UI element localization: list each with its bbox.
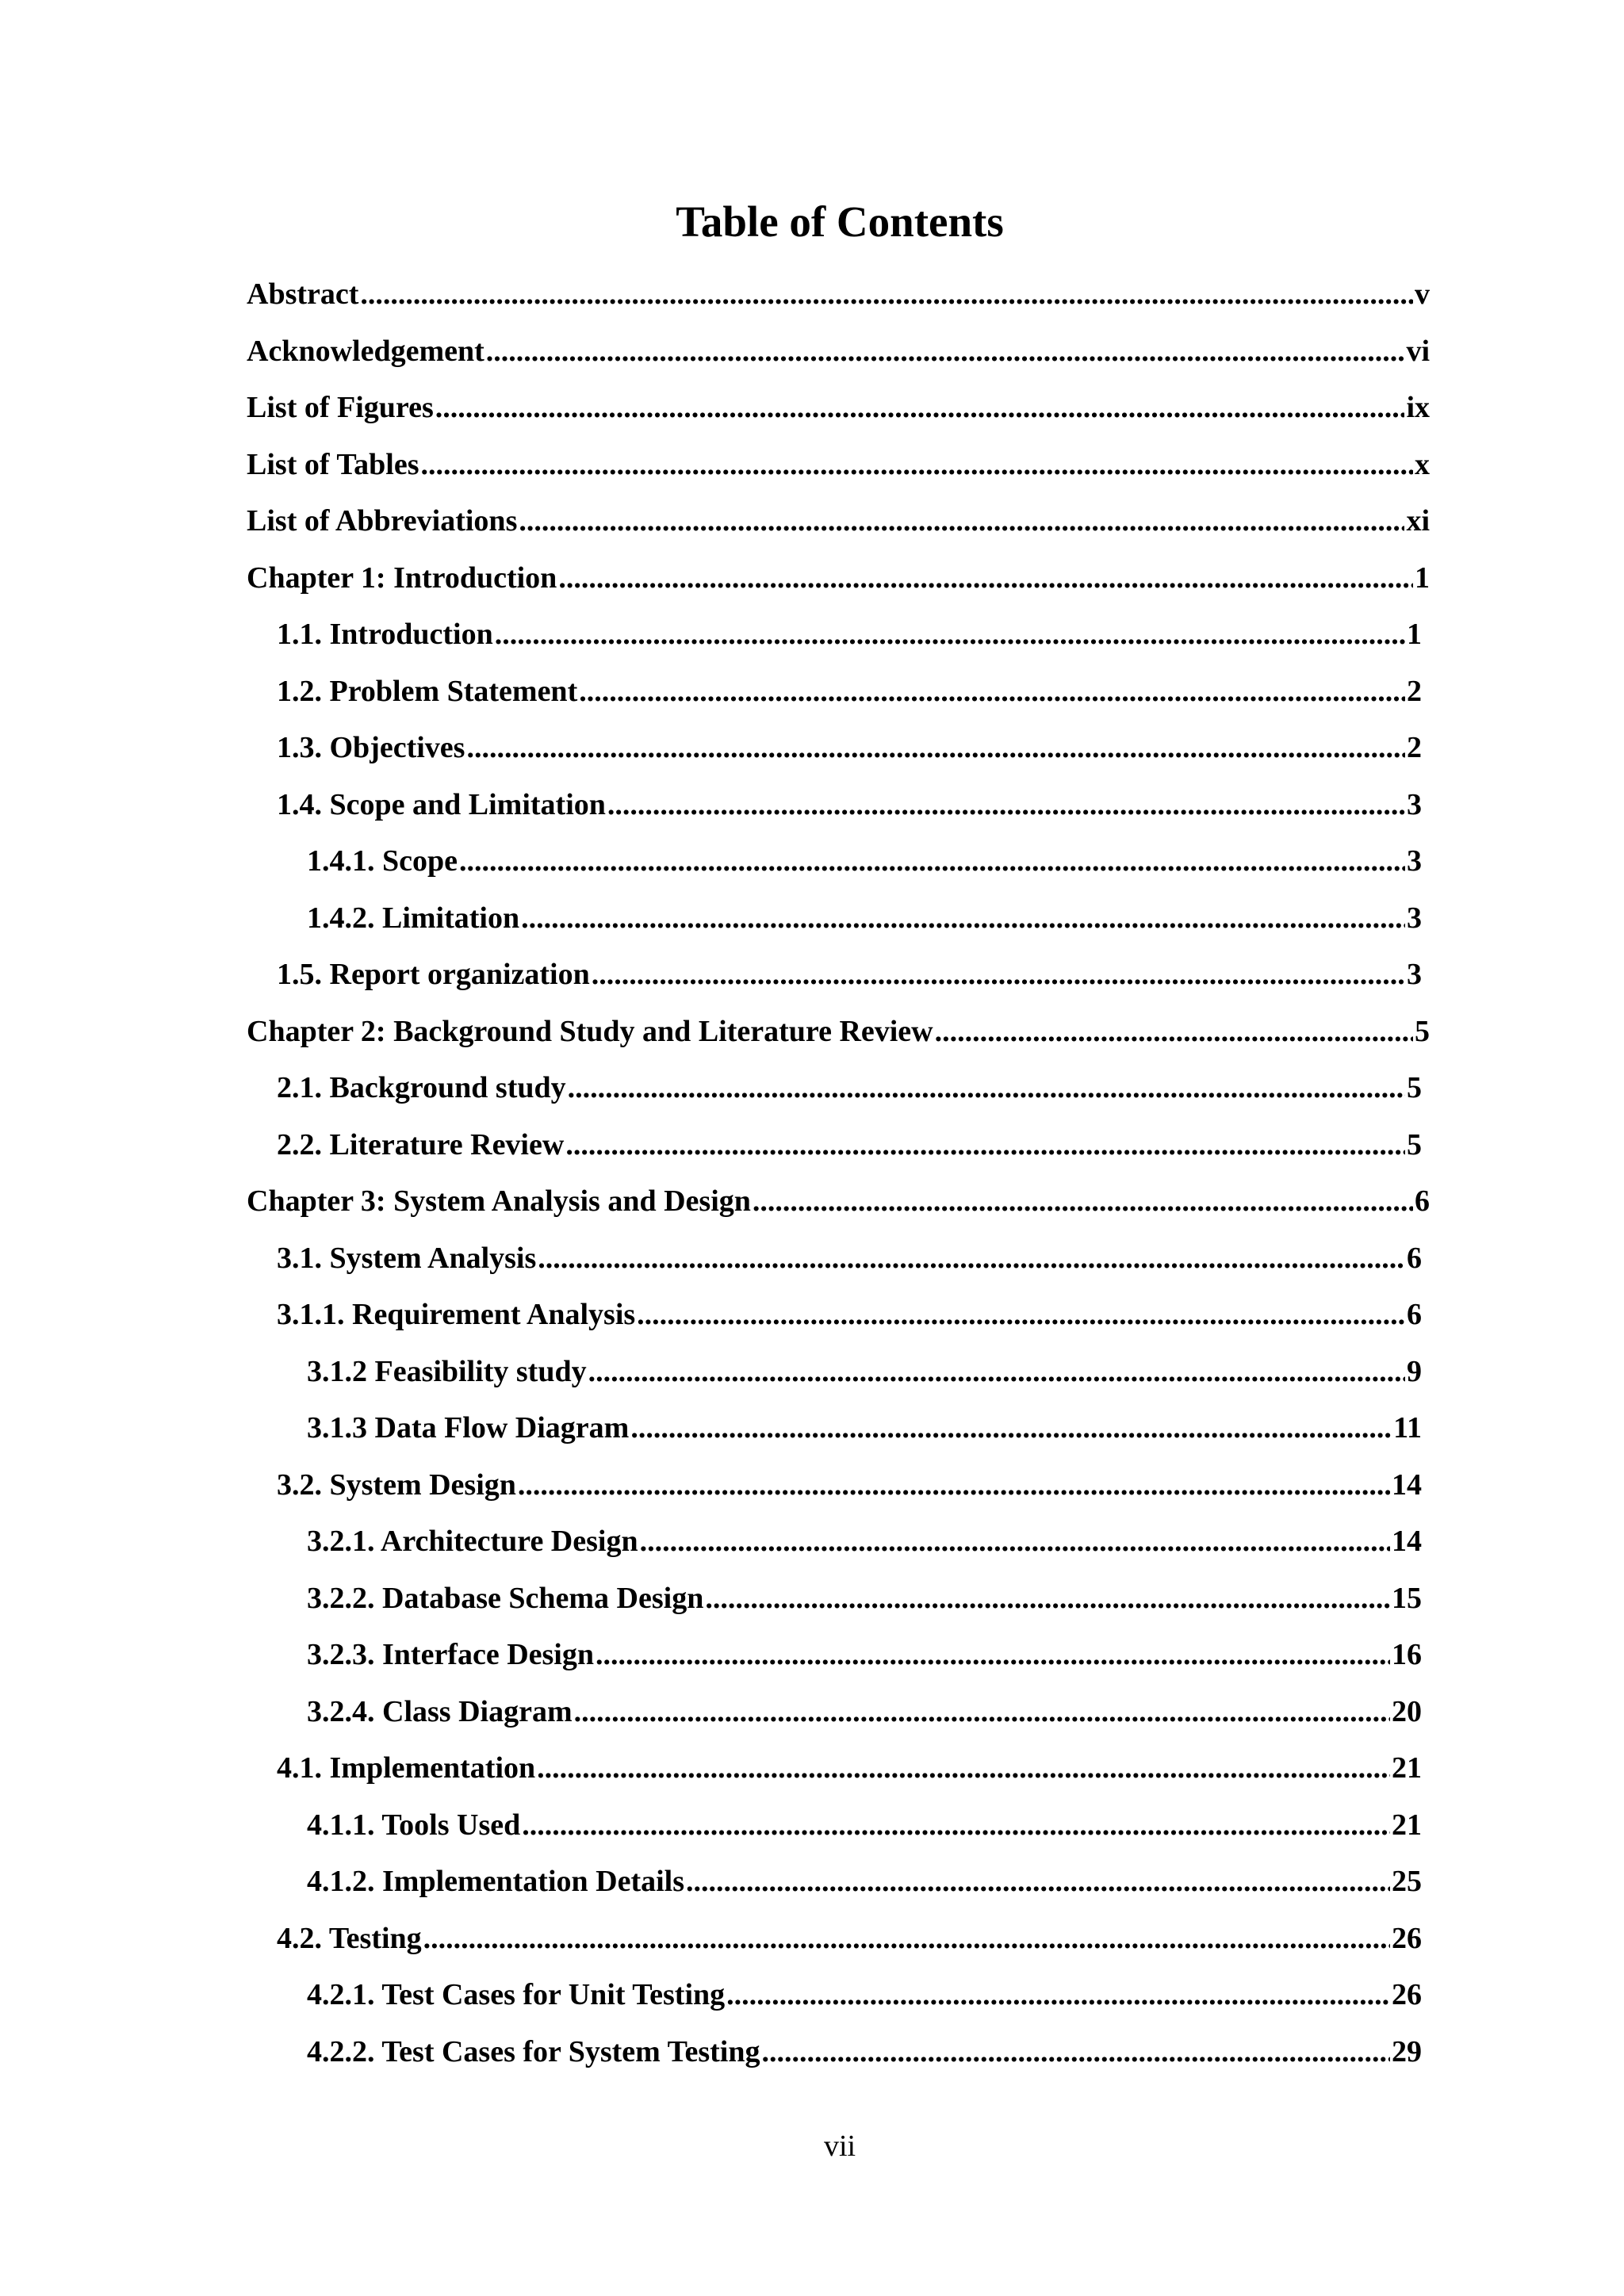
toc-entry-page: vi	[1406, 334, 1430, 368]
toc-entry-label: 3.1. System Analysis	[277, 1241, 537, 1275]
toc-entry-page: 6	[1407, 1298, 1422, 1331]
toc-dot-leader	[466, 720, 1405, 777]
toc-entry-label: 4.2.1. Test Cases for Unit Testing	[307, 1978, 726, 2011]
toc-entry-label: 3.1.1. Requirement Analysis	[277, 1298, 636, 1331]
toc-entry[interactable]	[247, 890, 1422, 947]
toc-entry[interactable]	[247, 1911, 1422, 1968]
toc-entry-page: 11	[1393, 1411, 1422, 1445]
toc-entry-label: 4.2.2. Test Cases for System Testing	[307, 2034, 760, 2068]
toc-dot-leader	[726, 1967, 1390, 2024]
toc-entry[interactable]	[247, 833, 1422, 890]
toc-list	[247, 266, 1430, 2080]
toc-dot-leader	[558, 550, 1413, 607]
toc-dot-leader	[360, 266, 1413, 323]
toc-dot-leader	[522, 1797, 1390, 1854]
toc-entry[interactable]	[247, 437, 1430, 494]
toc-entry-label: 4.1. Implementation	[277, 1751, 536, 1785]
toc-entry[interactable]	[247, 720, 1422, 777]
toc-entry-page: 3	[1407, 901, 1422, 935]
toc-entry[interactable]	[247, 1797, 1422, 1854]
toc-entry-page: 3	[1407, 787, 1422, 821]
toc-entry[interactable]	[247, 1287, 1422, 1344]
toc-entry-page: 2	[1407, 731, 1422, 764]
page-number: vii	[823, 2130, 856, 2163]
toc-dot-leader	[565, 1117, 1405, 1174]
toc-entry-page: 5	[1407, 1127, 1422, 1161]
toc-dot-leader	[459, 833, 1405, 890]
page-title: Table of Contents	[676, 197, 1004, 246]
toc-entry-label: 1.4.2. Limitation	[307, 901, 520, 935]
toc-dot-leader	[435, 380, 1405, 437]
toc-entry-page: 20	[1392, 1694, 1422, 1728]
toc-entry-label: List of Abbreviations	[247, 504, 518, 538]
toc-dot-leader	[753, 1173, 1413, 1230]
toc-entry-page: 26	[1392, 1978, 1422, 2011]
toc-entry[interactable]	[247, 664, 1422, 721]
toc-entry-page: 21	[1392, 1751, 1422, 1785]
toc-dot-leader	[579, 664, 1405, 721]
toc-entry[interactable]	[247, 1627, 1422, 1684]
toc-entry-label: Chapter 1: Introduction	[247, 561, 557, 595]
toc-entry-label: 3.2.1. Architecture Design	[307, 1525, 638, 1558]
toc-entry[interactable]	[247, 1740, 1422, 1797]
toc-dot-leader	[596, 1627, 1390, 1684]
toc-entry-page: ix	[1406, 391, 1430, 424]
toc-entry[interactable]	[247, 1457, 1422, 1514]
toc-entry[interactable]	[247, 1230, 1422, 1288]
toc-entry[interactable]	[247, 607, 1422, 664]
toc-entry-page: 14	[1392, 1468, 1422, 1502]
toc-entry-label: List of Tables	[247, 447, 419, 481]
toc-entry-label: 3.2. System Design	[277, 1468, 516, 1502]
toc-dot-leader	[607, 777, 1405, 834]
toc-entry[interactable]	[247, 266, 1430, 323]
toc-entry-page: 29	[1392, 2034, 1422, 2068]
toc-dot-leader	[521, 890, 1405, 947]
toc-entry[interactable]	[247, 1684, 1422, 1741]
toc-entry[interactable]	[247, 1967, 1422, 2024]
toc-dot-leader	[588, 1344, 1405, 1401]
toc-entry[interactable]	[247, 323, 1430, 381]
toc-entry-page: v	[1415, 277, 1430, 311]
toc-entry-label: 2.2. Literature Review	[277, 1127, 565, 1161]
toc-entry-label: 1.3. Objectives	[277, 731, 465, 764]
toc-entry[interactable]	[247, 947, 1422, 1004]
toc-dot-leader	[592, 947, 1405, 1004]
toc-entry[interactable]	[247, 1173, 1430, 1230]
toc-entry[interactable]	[247, 1344, 1422, 1401]
toc-entry-page: 14	[1392, 1525, 1422, 1558]
toc-entry-page: 21	[1392, 1808, 1422, 1842]
toc-dot-leader	[686, 1854, 1390, 1911]
toc-entry[interactable]	[247, 1117, 1422, 1174]
toc-entry[interactable]	[247, 550, 1430, 607]
toc-entry-label: 1.5. Report organization	[277, 958, 590, 991]
toc-dot-leader	[421, 437, 1413, 494]
toc-entry-page: 16	[1392, 1638, 1422, 1671]
toc-entry-label: 3.1.2 Feasibility study	[307, 1354, 587, 1388]
toc-dot-leader	[640, 1513, 1390, 1571]
toc-entry[interactable]	[247, 2024, 1422, 2081]
toc-entry-label: Chapter 2: Background Study and Literature Review	[247, 1014, 933, 1048]
toc-dot-leader	[574, 1684, 1390, 1741]
toc-entry-label: 4.1.1. Tools Used	[307, 1808, 521, 1842]
toc-entry-label: 1.2. Problem Statement	[277, 674, 578, 708]
toc-entry[interactable]	[247, 1400, 1422, 1457]
toc-entry-page: 6	[1407, 1241, 1422, 1275]
toc-entry-label: 4.2. Testing	[277, 1921, 422, 1955]
toc-entry-label: 3.2.2. Database Schema Design	[307, 1581, 704, 1615]
toc-entry[interactable]	[247, 1854, 1422, 1911]
toc-entry-label: 1.4. Scope and Limitation	[277, 787, 606, 821]
toc-entry-label: List of Figures	[247, 391, 434, 424]
toc-dot-leader	[705, 1571, 1390, 1628]
toc-dot-leader	[630, 1400, 1392, 1457]
toc-entry-page: 9	[1407, 1354, 1422, 1388]
toc-entry[interactable]	[247, 1513, 1422, 1571]
toc-entry-label: 1.4.1. Scope	[307, 844, 458, 878]
toc-entry-page: xi	[1406, 504, 1430, 538]
toc-entry[interactable]	[247, 1571, 1422, 1628]
toc-dot-leader	[537, 1740, 1390, 1797]
toc-entry[interactable]	[247, 493, 1430, 550]
toc-entry-page: 5	[1407, 1071, 1422, 1104]
toc-entry-page: 1	[1415, 561, 1430, 595]
toc-dot-leader	[518, 1457, 1390, 1514]
toc-entry-label: 3.1.3 Data Flow Diagram	[307, 1411, 630, 1445]
toc-entry[interactable]	[247, 1060, 1422, 1117]
toc-entry-label: 4.1.2. Implementation Details	[307, 1865, 685, 1898]
toc-entry-label: 1.1. Introduction	[277, 618, 493, 651]
toc-dot-leader	[538, 1230, 1405, 1288]
toc-entry[interactable]	[247, 380, 1430, 437]
toc-dot-leader	[568, 1060, 1405, 1117]
toc-entry-label: Acknowledgement	[247, 334, 485, 368]
toc-dot-leader	[637, 1287, 1405, 1344]
toc-entry[interactable]	[247, 1004, 1430, 1061]
toc-dot-leader	[935, 1004, 1413, 1061]
toc-dot-leader	[495, 607, 1405, 664]
toc-entry-label: 2.1. Background study	[277, 1071, 566, 1104]
toc-entry-page: 2	[1407, 674, 1422, 708]
toc-entry-page: 5	[1415, 1014, 1430, 1048]
toc-dot-leader	[761, 2024, 1390, 2081]
toc-entry-page: 3	[1407, 958, 1422, 991]
toc-entry-page: x	[1415, 447, 1430, 481]
toc-entry-page: 3	[1407, 844, 1422, 878]
toc-entry-page: 25	[1392, 1865, 1422, 1898]
toc-entry[interactable]	[247, 777, 1422, 834]
toc-entry-label: 3.2.4. Class Diagram	[307, 1694, 573, 1728]
toc-entry-page: 6	[1415, 1184, 1430, 1218]
toc-entry-page: 15	[1392, 1581, 1422, 1615]
toc-entry-page: 1	[1407, 618, 1422, 651]
toc-dot-leader	[486, 323, 1405, 381]
toc-entry-label: Chapter 3: System Analysis and Design	[247, 1184, 751, 1218]
toc-entry-label: Abstract	[247, 277, 359, 311]
toc-entry-page: 26	[1392, 1921, 1422, 1955]
toc-dot-leader	[423, 1911, 1390, 1968]
toc-entry-label: 3.2.3. Interface Design	[307, 1638, 594, 1671]
toc-dot-leader	[519, 493, 1404, 550]
